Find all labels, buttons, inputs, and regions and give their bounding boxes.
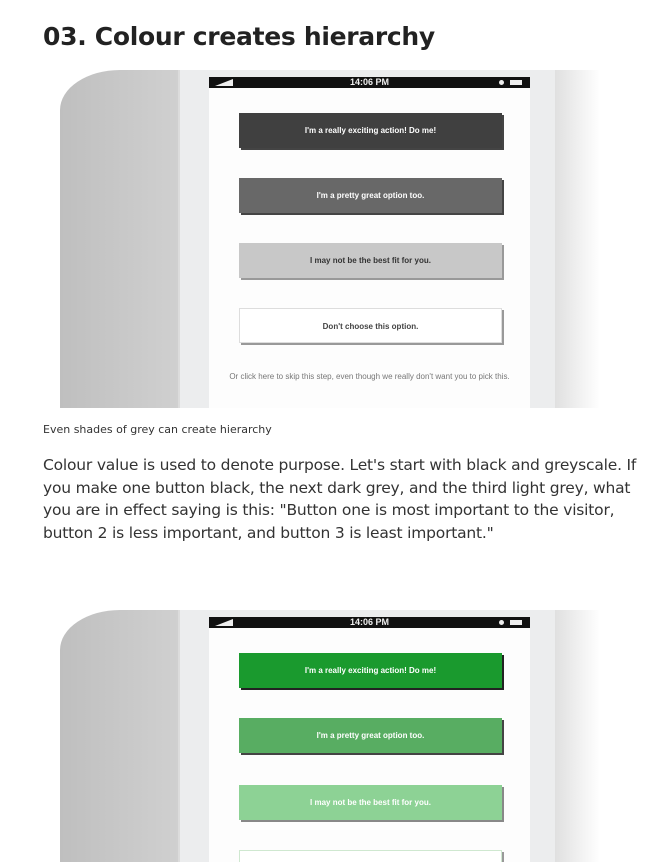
phone-body xyxy=(60,70,180,408)
greyscale-mockup-image xyxy=(60,70,600,408)
battery-icon xyxy=(510,80,522,85)
tertiary-action-button: I may not be the best fit for you. xyxy=(239,785,502,820)
least-action-button xyxy=(239,850,502,862)
section-heading: 03. Colour creates hierarchy xyxy=(43,22,435,51)
primary-action-button: I'm a really exciting action! Do me! xyxy=(239,113,502,148)
battery-icon xyxy=(510,620,522,625)
tertiary-action-button: I may not be the best fit for you. xyxy=(239,243,502,278)
primary-action-button: I'm a really exciting action! Do me! xyxy=(239,653,502,688)
status-time: 14:06 PM xyxy=(349,77,390,87)
phone-screen xyxy=(209,77,530,408)
signal-icon xyxy=(215,79,233,86)
alarm-icon xyxy=(499,80,504,85)
image-caption: Even shades of grey can create hierarchy xyxy=(43,423,272,436)
least-action-button: Don't choose this option. xyxy=(239,308,502,343)
skip-link: Or click here to skip this step, even though we really don't want you to pick this. xyxy=(229,372,510,381)
body-paragraph: Colour value is used to denote purpose. Let's start with black and greyscale. If you make one button black, the next dark grey, and the third light grey, what you are in effect saying is this: "Button one is most important to the visitor, button 2 is less important, and button 3 is least important." xyxy=(43,456,637,542)
status-time: 14:06 PM xyxy=(349,617,390,627)
status-bar xyxy=(209,77,530,88)
secondary-action-button: I'm a pretty great option too. xyxy=(239,718,502,753)
secondary-action-button: I'm a pretty great option too. xyxy=(239,178,502,213)
phone-screen xyxy=(209,617,530,862)
green-mockup-image xyxy=(60,610,600,862)
phone-edge xyxy=(555,610,600,862)
signal-icon xyxy=(215,619,233,626)
status-bar xyxy=(209,617,530,628)
alarm-icon xyxy=(499,620,504,625)
phone-body xyxy=(60,610,180,862)
phone-edge xyxy=(555,70,600,408)
